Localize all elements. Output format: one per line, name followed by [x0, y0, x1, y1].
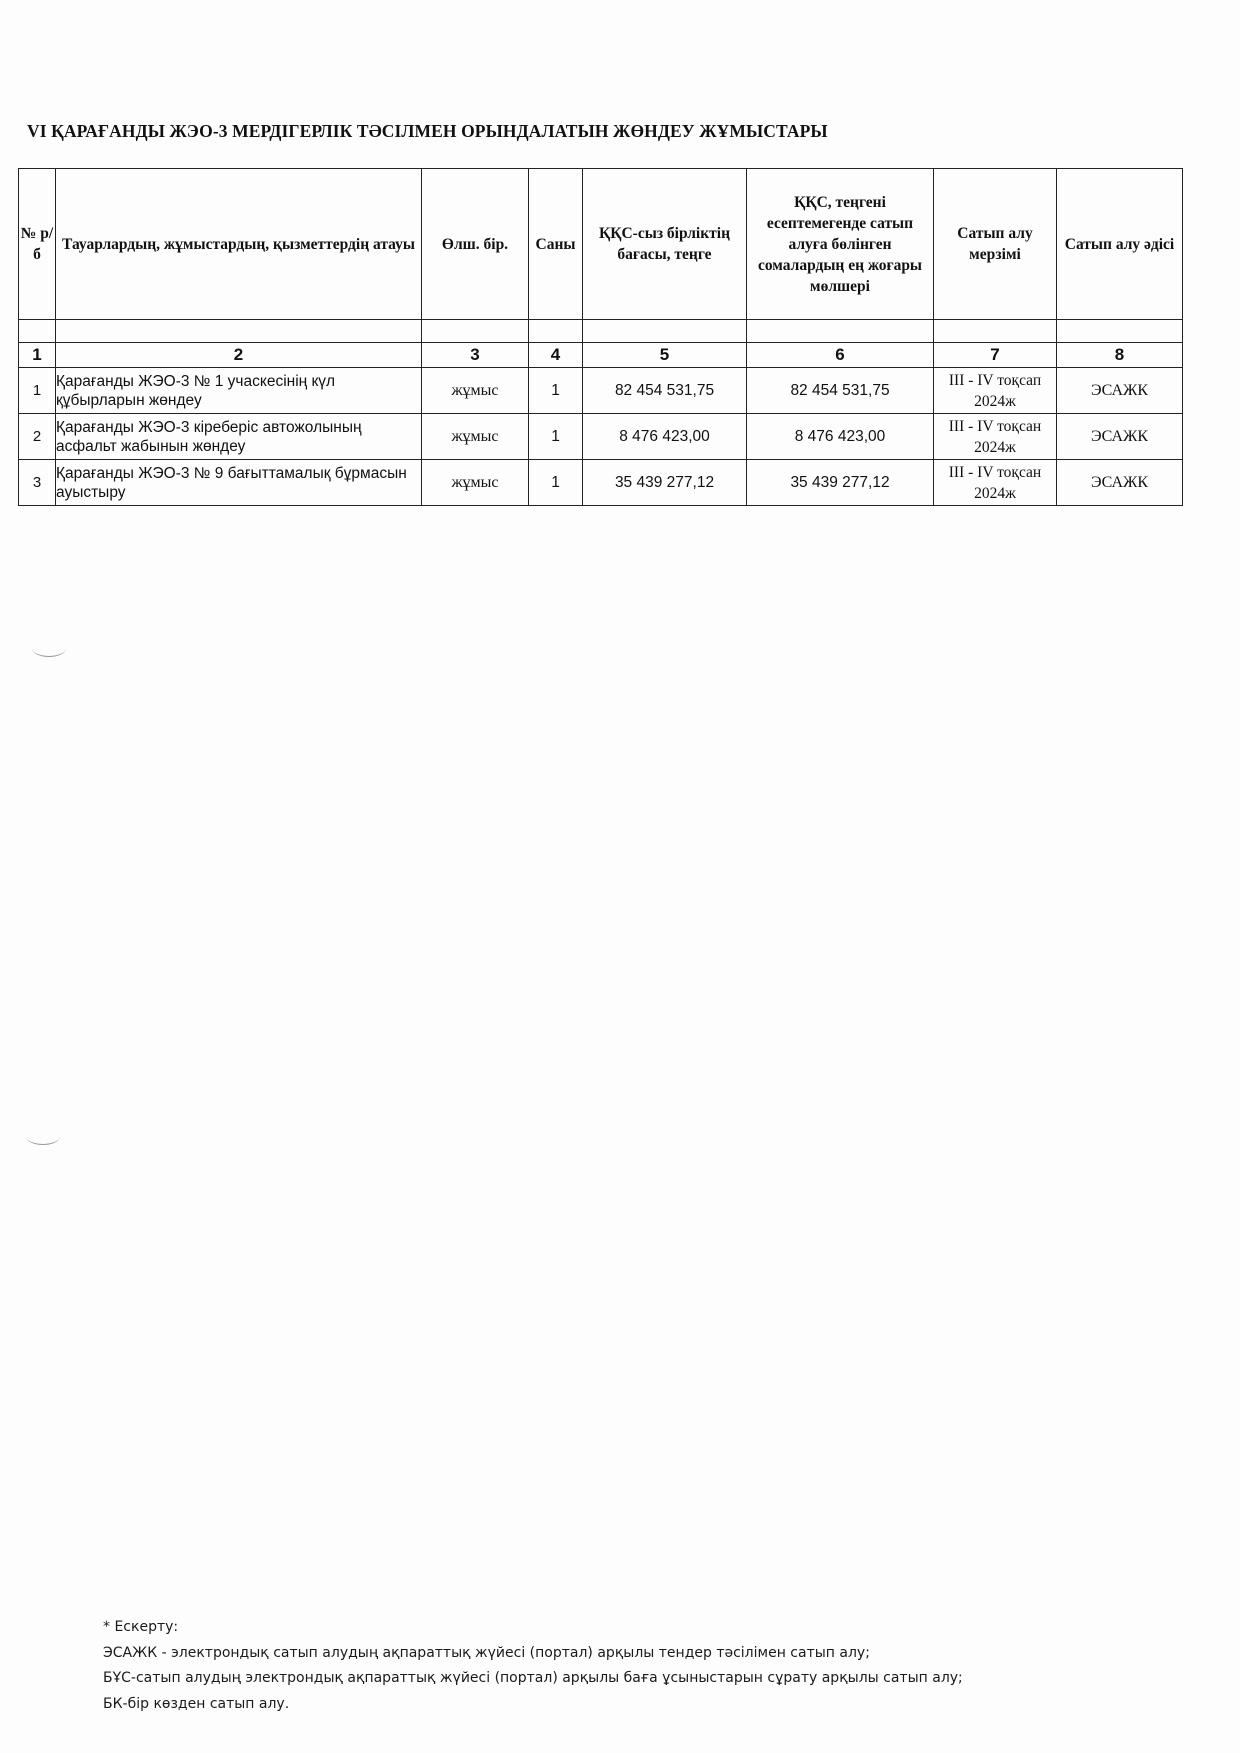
header-method: Сатып алу әдісі	[1057, 169, 1183, 320]
row-number: 1	[19, 368, 56, 414]
footnote-line: БК-бір көзден сатып алу.	[103, 1695, 290, 1712]
header-total: ҚҚС, теңгені есептемегенде сатып алуға бөлінген сомалардың ең жоғары мөлшері	[747, 169, 934, 320]
header-period: Сатып алу мерзімі	[934, 169, 1057, 320]
column-number-row	[19, 343, 1183, 368]
item-quantity: 1	[529, 368, 583, 414]
item-period: III - IV тоқсан 2024ж	[934, 414, 1057, 460]
footnote	[103, 1615, 963, 1717]
page-title: VI ҚАРАҒАНДЫ ЖЭО-3 МЕРДІГЕРЛІК ТӘСІЛМЕН ОРЫНДАЛАТЫН ЖӨНДЕУ ЖҰМЫСТАРЫ	[27, 121, 828, 141]
item-total-amount: 8 476 423,00	[747, 414, 934, 460]
procurement-table	[18, 168, 1183, 506]
table-row	[19, 414, 1183, 460]
header-unit: Өлш. бір.	[422, 169, 529, 320]
item-total-amount: 82 454 531,75	[747, 368, 934, 414]
footnote-line: БҰС-сатып алудың электрондық ақпараттық жүйесі (портал) арқылы баға ұсыныстарын сұрату арқылы сатып алу;	[103, 1670, 963, 1686]
table-row	[19, 460, 1183, 506]
item-method: ЭСАЖК	[1057, 368, 1183, 414]
item-name: Қарағанды ЖЭО-3 кіреберіс автожолының асфальт жабынын жөндеу	[56, 414, 422, 460]
item-unit: жұмыс	[422, 368, 529, 414]
row-number: 2	[19, 414, 56, 460]
item-unit: жұмыс	[422, 414, 529, 460]
item-unit-price: 8 476 423,00	[583, 414, 747, 460]
column-number: 2	[56, 343, 422, 368]
item-quantity: 1	[529, 414, 583, 460]
column-number: 1	[19, 343, 56, 368]
item-period: III - IV тоқсап 2024ж	[934, 368, 1057, 414]
row-number: 3	[19, 460, 56, 506]
item-unit: жұмыс	[422, 460, 529, 506]
header-no: № р/б	[19, 169, 56, 320]
header-name: Тауарлардың, жұмыстардың, қызметтердің атауы	[56, 169, 422, 320]
punch-hole-mark	[26, 1128, 60, 1145]
item-name: Қарағанды ЖЭО-3 № 1 учаскесінің күл құбырларын жөндеу	[56, 368, 422, 414]
column-number: 4	[529, 343, 583, 368]
item-period: III - IV тоқсан 2024ж	[934, 460, 1057, 506]
table-row	[19, 368, 1183, 414]
column-number: 5	[583, 343, 747, 368]
item-method: ЭСАЖК	[1057, 460, 1183, 506]
item-method: ЭСАЖК	[1057, 414, 1183, 460]
item-name: Қарағанды ЖЭО-3 № 9 бағыттамалық бұрмасын ауыстыру	[56, 460, 422, 506]
column-number: 8	[1057, 343, 1183, 368]
header-row	[19, 169, 1183, 320]
footnote-line: ЭСАЖК - электрондық сатып алудың ақпараттық жүйесі (портал) арқылы тендер тәсілімен сатып алу;	[103, 1644, 870, 1661]
item-unit-price: 82 454 531,75	[583, 368, 747, 414]
header-price: ҚҚС-сыз бірліктің бағасы, теңге	[583, 169, 747, 320]
column-number: 7	[934, 343, 1057, 368]
blank-row	[19, 320, 1183, 343]
item-quantity: 1	[529, 460, 583, 506]
item-total-amount: 35 439 277,12	[747, 460, 934, 506]
punch-hole-mark	[32, 640, 66, 657]
item-unit-price: 35 439 277,12	[583, 460, 747, 506]
column-number: 6	[747, 343, 934, 368]
footnote-heading: * Ескерту:	[103, 1619, 179, 1635]
header-qty: Саны	[529, 169, 583, 320]
column-number: 3	[422, 343, 529, 368]
